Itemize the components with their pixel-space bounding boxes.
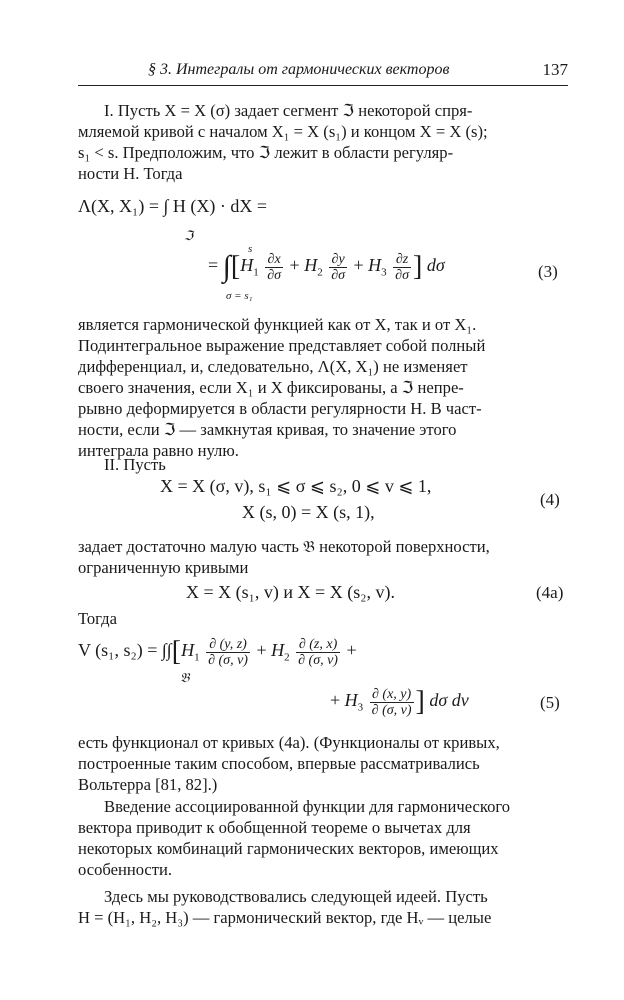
text-line: ограниченную кривыми: [78, 558, 249, 577]
text-line: дифференциал, и, следовательно, Λ(X, X₁) не изменяет: [78, 357, 468, 376]
equation-4-line-1: X = X (σ, v), s₁ ⩽ σ ⩽ s₂, 0 ⩽ v ⩽ 1,: [160, 476, 432, 496]
text-line: I. Пусть X = X (σ) задает сегмент ℑ некоторой спря-: [104, 101, 473, 120]
text-line: Тогда: [78, 609, 117, 628]
paragraph-3: [78, 454, 566, 475]
equation-3-domain: ℑ: [184, 228, 194, 243]
equation-5-lhs: V (s₁, s₂) = ∫∫: [78, 640, 172, 661]
equation-4a: X = X (s₁, v) и X = X (s₂, v).: [186, 582, 395, 602]
text-line: ности, если ℑ — замкнутая кривая, то значение этого: [78, 420, 457, 439]
section-title: § 3. Интегралы от гармонических векторов: [148, 61, 450, 78]
running-header: [78, 60, 568, 86]
paragraph-2: [78, 314, 566, 461]
text-line: Здесь мы руководствовались следующей идеей. Пусть: [104, 887, 488, 906]
paragraph-6: [78, 732, 566, 795]
text-line: ности H. Тогда: [78, 164, 183, 183]
text-line: задает достаточно малую часть 𝔅 некоторой поверхности,: [78, 537, 490, 556]
text-line: построенные таким способом, впервые рассматривались: [78, 754, 480, 773]
text-line: является гармонической функцией как от X, так и от X₁.: [78, 315, 477, 334]
header-rule: [78, 85, 568, 86]
paragraph-1: [78, 100, 566, 184]
paragraph-4: [78, 536, 566, 578]
text-line: особенности.: [78, 860, 173, 879]
equation-4-line-2: X (s, 0) = X (s, 1),: [242, 502, 375, 522]
text-line: II. Пусть: [104, 455, 166, 474]
paragraph-8: [78, 886, 566, 928]
page-number: 137: [542, 60, 568, 79]
equation-5-line-1: V (s₁, $s_2) = \int\int[H_1$ $\frac{\partial (y, z)}{\partial (\sigma, v)}$ + $H_2$ $\frac{\partial (z, x)}{\partial (\sigma, v)}$ +: [78, 636, 357, 668]
text-line: интеграла равно нулю.: [78, 441, 239, 460]
text-line: Вольтерра [81, 82].): [78, 775, 218, 794]
text-line: H = (H₁, H₂, H₃) — гармонический вектор, где Hᵥ — целые: [78, 908, 492, 927]
text-line: мляемой кривой с началом X₁ = X (s₁) и концом X = X (s);: [78, 122, 488, 141]
text-line: есть функционал от кривых (4a). (Функционалы от кривых,: [78, 733, 500, 752]
text-line: Введение ассоциированной функции для гармонического: [104, 797, 511, 816]
text-line: некоторых комбинаций гармонических векторов, имеющих: [78, 839, 499, 858]
text-line: Подинтегральное выражение представляет собой полный: [78, 336, 486, 355]
paragraph-5: [78, 608, 566, 629]
equation-3-upper-limit: s: [248, 243, 253, 255]
equation-5-domain: 𝔅: [180, 670, 190, 685]
equation-3-line-1: Λ(X, X₁) = ∫ H (X) · dX =: [78, 196, 268, 216]
equation-number: (3): [538, 262, 558, 281]
text-line: своего значения, если X₁ и X фиксированы, а ℑ непре-: [78, 378, 464, 397]
text-line: вектора приводит к обобщенной теореме о вычетах для: [78, 818, 471, 837]
text-line: s₁ < s. Предположим, что ℑ лежит в области регуляр-: [78, 143, 454, 162]
equation-number: (5): [540, 693, 560, 712]
equation-number: (4): [540, 490, 560, 509]
equation-5-tail: dσ dv: [429, 690, 469, 711]
text-line: рывно деформируется в области регулярности H. В част-: [78, 399, 482, 418]
equation-number: (4a): [536, 583, 564, 602]
paragraph-7: [78, 796, 566, 880]
equation-3-lower-limit: σ = s₁: [226, 290, 253, 302]
equation-5-line-2: + $H_3$ $\frac{\partial (x, y)}{\partial (\sigma, v)}$ ] dσ dv: [330, 686, 469, 718]
equation-3-line-2: = $\int[H_1$ $\frac{\partial x}{\partial\sigma}$ + $H_2$ $\frac{\partial y}{\partial\sigma}$ + $H_3$ $\frac{\partial z}{\partial\sigma}$ ] dσ: [208, 250, 445, 283]
